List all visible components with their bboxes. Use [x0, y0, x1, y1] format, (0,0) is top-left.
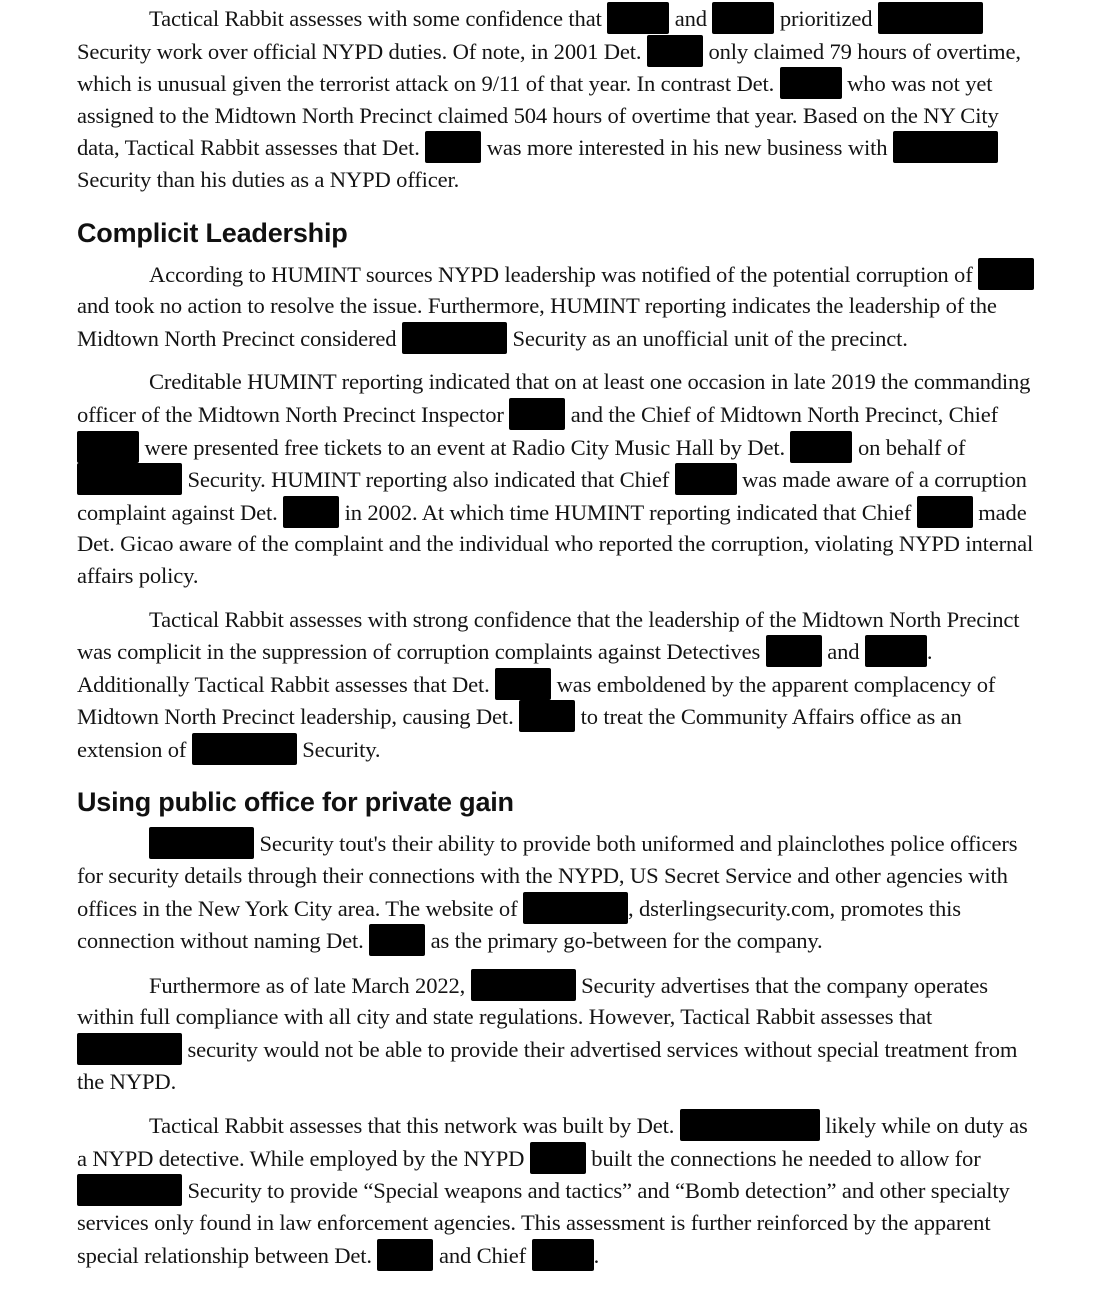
text-span: was emboldened by the apparent complacency of Midtown North Precinct leadership, causing Det. — [77, 671, 996, 730]
text-span: and the Chief of Midtown North Precinct, Chief — [570, 401, 999, 427]
redaction-block — [519, 700, 575, 732]
text-span: and — [674, 6, 707, 31]
text-span: to treat the Community Affairs office as an extension of — [77, 704, 962, 762]
text-span: who was not yet assigned to the Midtown North Precinct claimed 504 hours of overtime that year. Based on the NY City data, Tactical Rabbit assesses that Det. — [77, 71, 999, 161]
paragraph-compliance — [77, 969, 1039, 1097]
redaction-block — [712, 2, 774, 34]
redaction-block — [149, 827, 254, 859]
text-span: Security. HUMINT reporting also indicated that Chief — [187, 467, 670, 493]
redaction-block — [978, 258, 1034, 290]
text-span: Tactical Rabbit assesses with some confidence that — [149, 6, 602, 31]
text-span: prioritized — [779, 6, 873, 31]
text-span: . — [593, 1242, 600, 1268]
text-span: made Det. Gicao aware of the complaint and the individual who reported the corruption, violating NYPD internal affairs policy. — [77, 499, 1034, 588]
paragraph-leadership-notified — [77, 258, 1039, 355]
text-span: was more interested in his new business with — [486, 135, 888, 161]
text-span: Security as an unofficial unit of the precinct. — [512, 325, 908, 351]
text-span: likely while on duty as a NYPD detective. While employed by the NYPD — [77, 1113, 1028, 1171]
redaction-block — [675, 463, 737, 495]
redaction-block — [532, 1239, 594, 1271]
redaction-block — [647, 35, 703, 67]
section-heading-public-office: Using public office for private gain — [77, 787, 514, 818]
redaction-block — [509, 398, 565, 430]
redaction-block — [77, 463, 182, 495]
redaction-block — [402, 322, 507, 354]
text-span: only claimed 79 hours of overtime, which is unusual given the terrorist attack on 9/11 of that year. In contrast Det. — [77, 38, 1021, 97]
redaction-block — [77, 1033, 182, 1065]
text-span: Security work over official NYPD duties. Of note, in 2001 Det. — [77, 38, 642, 64]
text-span: and Chief — [438, 1242, 527, 1268]
text-span: Furthermore as of late March 2022, — [149, 972, 466, 998]
redaction-block — [607, 2, 669, 34]
text-span: was made aware of a corruption complaint against Det. — [77, 467, 1027, 525]
redaction-block — [865, 635, 927, 667]
redaction-block — [917, 496, 973, 528]
text-span: in 2002. At which time HUMINT reporting indicated that Chief — [344, 499, 912, 525]
redaction-block — [192, 733, 297, 765]
redaction-block — [780, 67, 842, 99]
text-span: Tactical Rabbit assesses that this network was built by Det. — [149, 1113, 675, 1139]
redaction-block — [425, 131, 481, 163]
text-span: on behalf of — [857, 434, 966, 460]
redaction-block — [77, 1174, 182, 1206]
paragraph-overtime — [77, 2, 1039, 196]
text-span: Security advertises that the company operates within full compliance with all city and state regulations. However, Tactical Rabbit assesses that — [77, 972, 988, 1030]
section-heading-complicit-leadership: Complicit Leadership — [77, 217, 348, 248]
document-page — [77, 2, 1039, 1283]
text-span: Tactical Rabbit assesses with strong confidence that the leadership of the Midtown North Precinct was complicit in the suppression of corruption complaints against Detectives — [77, 606, 1020, 665]
text-span: , dsterlingsecurity.com, promotes this connection without naming Det. — [77, 895, 961, 954]
redaction-block — [495, 668, 551, 700]
redaction-block — [530, 1142, 586, 1174]
redaction-block — [680, 1109, 820, 1141]
redaction-block — [893, 131, 998, 163]
paragraph-free-tickets — [77, 366, 1039, 591]
redaction-block — [766, 635, 822, 667]
redaction-block — [377, 1239, 433, 1271]
text-span: . Additionally Tactical Rabbit assesses that Det. — [77, 639, 933, 697]
redaction-block — [369, 924, 425, 956]
text-span: as the primary go-between for the company. — [430, 928, 823, 954]
paragraph-complicit-assessment — [77, 604, 1039, 766]
text-span: and took no action to resolve the issue. Furthermore, HUMINT reporting indicates the leadership of the Midtown North Precinct considered — [77, 293, 997, 351]
text-span: According to HUMINT sources NYPD leadership was notified of the potential corruption of — [149, 261, 973, 287]
redaction-block — [790, 431, 852, 463]
text-span: Security tout's their ability to provide both uniformed and plainclothes police officers for security details through their connections with the NYPD, US Secret Service and other agencies with offices in the New York City area. The website of — [77, 831, 1018, 921]
text-span: Security than his duties as a NYPD officer. — [77, 166, 460, 192]
text-span: built the connections he needed to allow for — [591, 1145, 981, 1171]
redaction-block — [77, 431, 139, 463]
text-span: Creditable HUMINT reporting indicated that on at least one occasion in late 2019 the commanding officer of the Midtown North Precinct Inspector — [77, 369, 1031, 427]
redaction-block — [878, 2, 983, 34]
text-span: were presented free tickets to an event at Radio City Music Hall by Det. — [144, 434, 785, 460]
text-span: Security. — [302, 736, 381, 762]
redaction-block — [471, 969, 576, 1001]
paragraph-network — [77, 1109, 1039, 1271]
redaction-block — [283, 496, 339, 528]
paragraph-security-tout — [77, 827, 1039, 956]
text-span: Security to provide “Special weapons and tactics” and “Bomb detection” and other specialty services only found in law enforcement agencies. This assessment is further reinforced by the apparent special relationship between Det. — [77, 1178, 1010, 1268]
text-span: security would not be able to provide their advertised services without special treatment from the NYPD. — [77, 1037, 1018, 1094]
text-span: and — [827, 639, 860, 665]
redaction-block — [523, 892, 628, 924]
